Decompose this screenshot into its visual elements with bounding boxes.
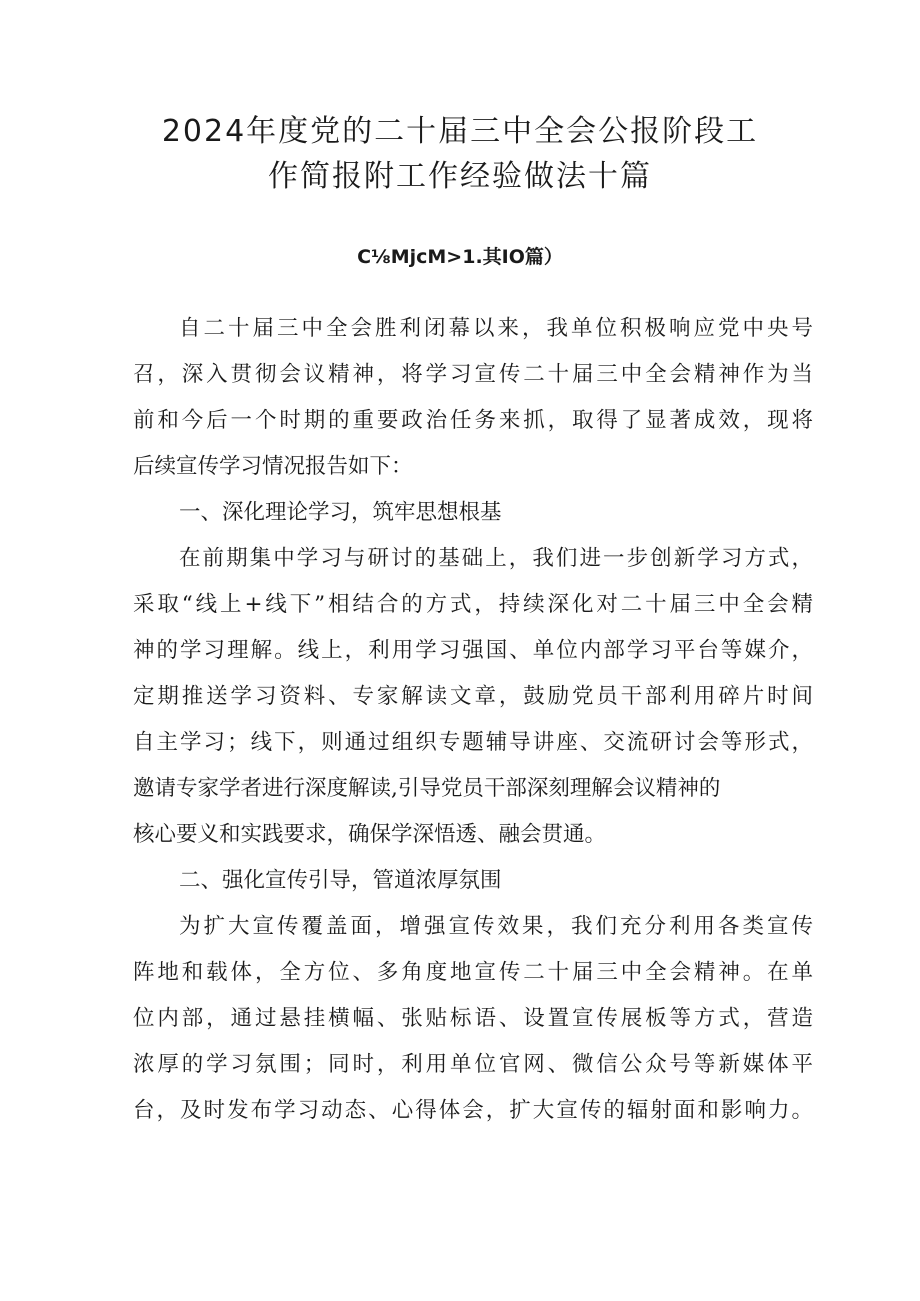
paragraph-3-line: 浓厚的学习氛围；同时，利用单位官网、微信公众号等新媒体平: [133, 1052, 813, 1077]
document-subtitle: C⅛MjcM>1.其IO篇）: [357, 246, 563, 268]
paragraph-2-line: 邀请专家学者进行深度解读,引导党员干部深刻理解会议精神的: [133, 776, 721, 801]
section-heading-2: 二、强化宣传引导，管道浓厚氛围: [179, 868, 502, 893]
document-body: [133, 306, 813, 1134]
paragraph-2-line: 神的学习理解。线上，利用学习强国、单位内部学习平台等媒介，: [133, 638, 813, 663]
document-title-line-1: 2024年度党的二十届三中全会公报阶段工: [161, 114, 759, 149]
paragraph-3-line: 台，及时发布学习动态、心得体会，扩大宣传的辐射面和影响力。: [133, 1098, 813, 1123]
paragraph-1-line: 召，深入贯彻会议精神，将学习宣传二十届三中全会精神作为当: [133, 362, 813, 387]
section-heading-1: 一、深化理论学习，筑牢思想根基: [179, 500, 502, 525]
paragraph-2-line: 采取“线上+线下”相结合的方式，持续深化对二十届三中全会精: [133, 592, 813, 617]
paragraph-2-line: 核心要义和实践要求，确保学深悟透、融会贯通。: [133, 822, 607, 847]
paragraph-1-line: 后续宣传学习情况报告如下：: [133, 454, 413, 479]
paragraph-2-line: 在前期集中学习与研讨的基础上，我们进一步创新学习方式，: [179, 546, 813, 571]
paragraph-2-line: 定期推送学习资料、专家解读文章，鼓励党员干部利用碎片时间: [133, 684, 813, 709]
document-title-line-2: 作简报附工作经验做法十篇: [268, 159, 652, 194]
paragraph-1-line: 前和今后一个时期的重要政治任务来抓，取得了显著成效，现将: [133, 408, 813, 433]
paragraph-3-line: 阵地和载体，全方位、多角度地宣传二十届三中全会精神。在单: [133, 960, 813, 985]
paragraph-1-line: 自二十届三中全会胜利闭幕以来，我单位积极响应党中央号: [179, 316, 813, 341]
paragraph-2-line: 自主学习；线下，则通过组织专题辅导讲座、交流研讨会等形式，: [133, 730, 813, 755]
paragraph-3-line: 为扩大宣传覆盖面，增强宣传效果，我们充分利用各类宣传: [179, 914, 813, 939]
paragraph-3-line: 位内部，通过悬挂横幅、张贴标语、设置宣传展板等方式，营造: [133, 1006, 813, 1031]
